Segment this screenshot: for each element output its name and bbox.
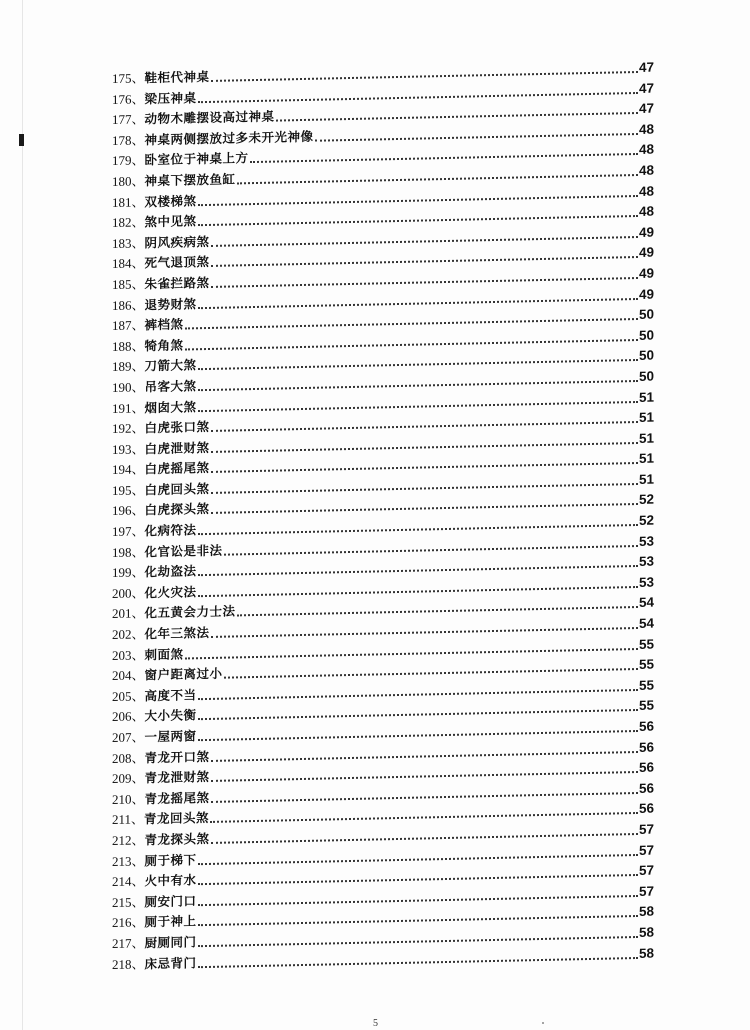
toc-entry-number: 191、 [112, 399, 145, 416]
toc-entry-page: 57 [639, 862, 655, 878]
toc-entry-page: 57 [639, 821, 655, 837]
toc-entry-title: 化官讼是非法 [144, 541, 223, 559]
page-number-footer: 5 [373, 1018, 378, 1029]
toc-entry-page: 53 [639, 553, 655, 569]
toc-entry-number: 209、 [112, 770, 145, 786]
toc-entry-title: 化病符法 [144, 521, 197, 538]
toc-entry-page: 56 [639, 780, 655, 796]
toc-entry-page: 48 [639, 182, 655, 199]
toc-entry-title: 化劫盗法 [144, 563, 197, 580]
toc-entry-number: 184、 [112, 255, 145, 271]
toc-entry-page: 55 [639, 656, 655, 672]
toc-entry-number: 187、 [112, 317, 145, 333]
toc-entry-page: 52 [639, 491, 655, 508]
toc-entry-number: 205、 [112, 687, 145, 704]
toc-entry-title: 神桌两侧摆放过多未开光神像 [144, 128, 314, 147]
toc-entry-page: 51 [639, 450, 655, 466]
toc-entry-number: 193、 [112, 440, 145, 457]
toc-entry-page: 48 [639, 203, 655, 219]
toc-entry-title: 白虎探头煞 [144, 501, 210, 518]
toc-entry-title: 厕安门口 [144, 892, 197, 909]
toc-entry-title: 白虎泄财煞 [144, 439, 210, 456]
toc-entry-number: 198、 [112, 543, 145, 560]
toc-entry-number: 203、 [112, 646, 145, 663]
scan-edge-mark [19, 134, 24, 146]
dot-leader [198, 956, 638, 967]
toc-entry-title: 刺面煞 [144, 645, 184, 662]
toc-entry-title: 青龙探头煞 [144, 830, 210, 847]
toc-entry-number: 218、 [112, 955, 145, 972]
toc-entry-number: 199、 [112, 564, 145, 580]
toc-entry-number: 217、 [112, 934, 145, 951]
toc-entry-page: 49 [639, 244, 655, 260]
toc-entry-title: 退势财煞 [144, 295, 197, 312]
toc-entry-title: 厕于神上 [144, 913, 197, 930]
toc-entry-number: 180、 [112, 172, 145, 189]
toc-entry-page: 49 [639, 265, 655, 281]
toc-entry-page: 49 [639, 285, 655, 302]
toc-entry-page: 56 [639, 738, 655, 755]
toc-entry-page: 50 [639, 347, 655, 363]
toc-entry-title: 双楼梯煞 [144, 192, 197, 209]
toc-entry-page: 50 [639, 326, 655, 343]
toc-entry-number: 190、 [112, 378, 145, 395]
toc-entry-title: 烟囱大煞 [144, 398, 197, 415]
toc-entry-number: 210、 [112, 790, 145, 807]
toc-entry-page: 51 [639, 388, 655, 405]
toc-entry-number: 201、 [112, 605, 145, 622]
toc-entry-title: 化年三煞法 [144, 624, 210, 641]
toc-entry-number: 206、 [112, 708, 145, 724]
toc-entry-page: 51 [639, 409, 655, 425]
toc-entry-title: 梁压神桌 [144, 89, 197, 106]
toc-entry-page: 57 [639, 882, 655, 899]
toc-entry-number: 177、 [112, 111, 145, 127]
toc-entry-number: 178、 [112, 131, 145, 148]
toc-entry-page: 48 [639, 121, 655, 137]
toc-entry-title: 床忌背门 [144, 954, 197, 971]
toc-entry-title: 青龙开口煞 [144, 748, 210, 765]
toc-entry-title: 青龙泄财煞 [144, 768, 210, 786]
toc-entry-title: 火中有水 [144, 871, 197, 889]
toc-entry-title: 白虎张口煞 [144, 418, 210, 436]
toc-entry-title: 死气退顶煞 [144, 253, 210, 271]
toc-entry-title: 白虎摇尾煞 [144, 459, 210, 477]
toc-entry-number: 185、 [112, 275, 145, 292]
toc-entry-page: 58 [639, 924, 655, 940]
toc-entry-title: 一屋两窗 [144, 727, 197, 744]
toc-entry-title: 化五黄会力士法 [144, 603, 236, 621]
toc-entry-title: 卧室位于神桌上方 [144, 150, 249, 168]
toc-entry-number: 194、 [112, 461, 145, 477]
toc-entry-page: 55 [639, 697, 655, 713]
toc-entry-number: 196、 [112, 502, 145, 519]
toc-entry-number: 204、 [112, 667, 145, 683]
toc-entry-title: 动物木雕摆设高过神桌 [144, 108, 275, 127]
toc-entry-page: 55 [639, 677, 655, 693]
toc-entry-number: 200、 [112, 584, 145, 601]
toc-entry-title: 阴风疾病煞 [144, 233, 210, 250]
toc-entry-page: 54 [639, 594, 655, 610]
toc-entry-page: 48 [639, 162, 655, 178]
toc-entry-title: 刀箭大煞 [144, 357, 197, 374]
toc-entry-page: 49 [639, 223, 655, 240]
toc-entry-page: 47 [639, 100, 655, 116]
toc-entry-number: 213、 [112, 852, 145, 869]
toc-entry-number: 195、 [112, 481, 145, 498]
toc-entry-title: 厕于梯下 [144, 851, 197, 868]
toc-entry-number: 192、 [112, 420, 145, 436]
toc-entry-title: 朱雀拦路煞 [144, 274, 210, 291]
toc-entry-title: 窗户距离过小 [144, 665, 223, 683]
scan-speck [542, 1022, 544, 1024]
toc-entry-title: 白虎回头煞 [144, 480, 210, 497]
toc-entry-title: 青龙摇尾煞 [144, 789, 210, 806]
toc-entry-number: 197、 [112, 522, 145, 539]
toc-entry-page: 56 [639, 759, 655, 775]
toc-entry-title: 裤档煞 [144, 316, 184, 333]
toc-entry-page: 50 [639, 306, 655, 322]
toc-entry-number: 188、 [112, 337, 145, 354]
toc-entry-number: 212、 [112, 831, 145, 848]
toc-entry-number: 202、 [112, 625, 145, 642]
toc-entry-title: 大小失衡 [144, 707, 197, 724]
toc-entry-page: 58 [639, 903, 655, 919]
toc-entry-page: 47 [639, 59, 655, 75]
toc-entry-page: 47 [639, 79, 655, 96]
toc-entry-number: 181、 [112, 193, 145, 210]
toc-entry-number: 183、 [112, 234, 145, 251]
toc-entry-number: 179、 [112, 152, 145, 168]
toc-entry-title: 煞中见煞 [144, 212, 197, 230]
toc-entry-number: 175、 [112, 69, 145, 86]
toc-entry-page: 55 [639, 635, 655, 652]
toc-entry-title: 高度不当 [144, 686, 197, 703]
toc-entry-number: 186、 [112, 296, 145, 313]
scan-edge-line [22, 0, 23, 1030]
toc-entry-title: 厨厕同门 [144, 933, 197, 950]
toc-entry-page: 57 [639, 841, 655, 858]
toc-entry-page: 58 [639, 944, 655, 961]
toc-entry-page: 50 [639, 368, 655, 384]
toc-entry-number: 189、 [112, 358, 145, 374]
toc-entry-number: 208、 [112, 749, 145, 766]
toc-entry-title: 犄角煞 [144, 336, 184, 353]
toc-entry-page: 54 [639, 615, 655, 631]
toc-entry-page: 53 [639, 574, 655, 590]
toc-entry-page: 56 [639, 800, 655, 816]
toc-entry-page: 52 [639, 512, 655, 528]
toc-entry-number: 176、 [112, 90, 145, 107]
toc-entry-number: 214、 [112, 873, 145, 889]
toc-entry-title: 化火灾法 [144, 583, 197, 600]
toc-entry-page: 51 [639, 471, 655, 487]
toc-entry-title: 神桌下摆放鱼缸 [144, 170, 236, 188]
table-of-contents [112, 59, 657, 972]
toc-entry-number: 216、 [112, 914, 145, 930]
toc-entry-number: 182、 [112, 214, 145, 230]
toc-entry-number: 211、 [112, 811, 145, 827]
toc-entry-number: 215、 [112, 893, 145, 910]
toc-entry-page: 48 [639, 141, 655, 157]
toc-entry-page: 53 [639, 532, 655, 549]
toc-entry-page: 51 [639, 429, 655, 446]
toc-entry-title: 青龙回头煞 [144, 809, 210, 827]
toc-entry-number: 207、 [112, 728, 145, 745]
toc-entry-title: 吊客大煞 [144, 377, 197, 394]
toc-entry-page: 56 [639, 718, 655, 734]
toc-entry-title: 鞋柜代神桌 [144, 68, 210, 85]
